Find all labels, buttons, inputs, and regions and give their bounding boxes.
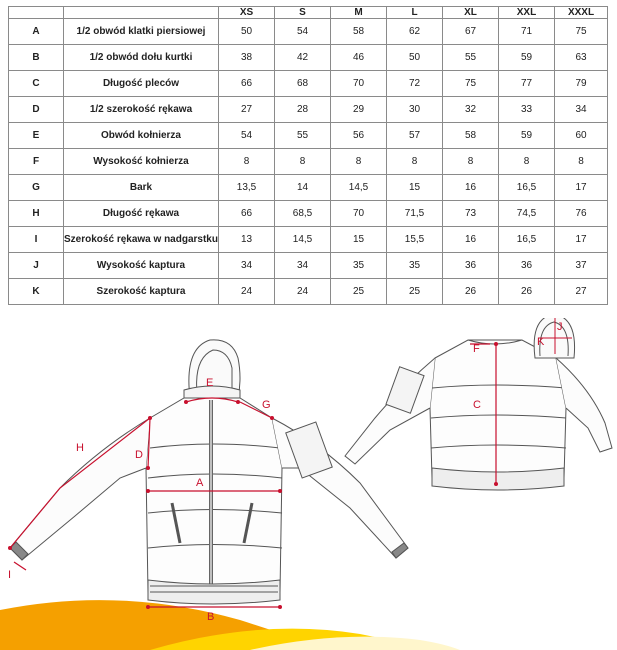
table-row [9, 279, 608, 305]
row-code: A [9, 19, 64, 45]
size-value-cell: 15 [331, 227, 387, 253]
label-g: G [262, 399, 271, 411]
table-row [9, 123, 608, 149]
size-value-cell: 79 [555, 71, 608, 97]
size-value-cell: 8 [219, 149, 275, 175]
size-value-cell: 70 [331, 201, 387, 227]
header-size-xxxl: XXXL [555, 7, 608, 19]
row-code: C [9, 71, 64, 97]
label-e: E [206, 377, 214, 389]
size-value-cell: 36 [499, 253, 555, 279]
size-value-cell: 16,5 [499, 227, 555, 253]
header-code [9, 7, 64, 19]
header-size-l: L [387, 7, 443, 19]
row-measurement-label: Bark [64, 175, 219, 201]
size-value-cell: 38 [219, 45, 275, 71]
size-value-cell: 62 [387, 19, 443, 45]
row-code: K [9, 279, 64, 305]
size-value-cell: 76 [555, 201, 608, 227]
size-value-cell: 72 [387, 71, 443, 97]
row-code: J [9, 253, 64, 279]
size-value-cell: 37 [555, 253, 608, 279]
size-value-cell: 24 [275, 279, 331, 305]
size-value-cell: 26 [499, 279, 555, 305]
header-size-xl: XL [443, 7, 499, 19]
row-code: E [9, 123, 64, 149]
size-value-cell: 35 [331, 253, 387, 279]
row-measurement-label: Szerokość rękawa w nadgarstku [64, 227, 219, 253]
size-value-cell: 27 [219, 97, 275, 123]
size-value-cell: 70 [331, 71, 387, 97]
table-row [9, 175, 608, 201]
size-value-cell: 74,5 [499, 201, 555, 227]
size-value-cell: 54 [275, 19, 331, 45]
table-row [9, 45, 608, 71]
row-code: G [9, 175, 64, 201]
size-table-body [9, 19, 608, 305]
header-size-xxl: XXL [499, 7, 555, 19]
row-code: I [9, 227, 64, 253]
size-value-cell: 50 [387, 45, 443, 71]
size-chart-table [8, 6, 608, 305]
size-value-cell: 25 [331, 279, 387, 305]
size-value-cell: 16,5 [499, 175, 555, 201]
size-value-cell: 66 [219, 201, 275, 227]
size-value-cell: 71 [499, 19, 555, 45]
label-h: H [76, 442, 84, 454]
table-row [9, 97, 608, 123]
size-value-cell: 8 [555, 149, 608, 175]
size-value-cell: 56 [331, 123, 387, 149]
size-value-cell: 77 [499, 71, 555, 97]
label-j: J [557, 321, 563, 333]
size-value-cell: 35 [387, 253, 443, 279]
row-measurement-label: Obwód kołnierza [64, 123, 219, 149]
size-value-cell: 30 [387, 97, 443, 123]
row-code: F [9, 149, 64, 175]
row-code: B [9, 45, 64, 71]
size-value-cell: 67 [443, 19, 499, 45]
size-value-cell: 34 [275, 253, 331, 279]
table-row [9, 71, 608, 97]
size-value-cell: 58 [443, 123, 499, 149]
row-code: D [9, 97, 64, 123]
size-value-cell: 8 [499, 149, 555, 175]
size-value-cell: 57 [387, 123, 443, 149]
table-row [9, 201, 608, 227]
label-d: D [135, 449, 143, 461]
size-value-cell: 36 [443, 253, 499, 279]
header-size-xs: XS [219, 7, 275, 19]
row-measurement-label: Wysokość kołnierza [64, 149, 219, 175]
back-jacket-drawing [345, 340, 612, 490]
size-value-cell: 16 [443, 227, 499, 253]
size-value-cell: 8 [443, 149, 499, 175]
size-value-cell: 55 [275, 123, 331, 149]
size-value-cell: 34 [219, 253, 275, 279]
size-value-cell: 46 [331, 45, 387, 71]
size-value-cell: 29 [331, 97, 387, 123]
row-measurement-label: 1/2 szerokość rękawa [64, 97, 219, 123]
size-header-row [9, 7, 608, 19]
size-value-cell: 59 [499, 123, 555, 149]
size-value-cell: 42 [275, 45, 331, 71]
table-row [9, 227, 608, 253]
header-measurement [64, 7, 219, 19]
table-row [9, 253, 608, 279]
size-value-cell: 27 [555, 279, 608, 305]
label-c: C [473, 399, 481, 411]
size-value-cell: 73 [443, 201, 499, 227]
row-measurement-label: Wysokość kaptura [64, 253, 219, 279]
size-value-cell: 66 [219, 71, 275, 97]
label-f: F [473, 343, 480, 355]
size-value-cell: 60 [555, 123, 608, 149]
row-code: H [9, 201, 64, 227]
label-i: I [8, 569, 12, 581]
jacket-illustration [0, 318, 617, 650]
size-value-cell: 71,5 [387, 201, 443, 227]
size-value-cell: 8 [275, 149, 331, 175]
size-value-cell: 55 [443, 45, 499, 71]
size-value-cell: 28 [275, 97, 331, 123]
header-size-s: S [275, 7, 331, 19]
size-value-cell: 24 [219, 279, 275, 305]
size-value-cell: 63 [555, 45, 608, 71]
size-value-cell: 33 [499, 97, 555, 123]
size-value-cell: 17 [555, 175, 608, 201]
size-value-cell: 59 [499, 45, 555, 71]
size-value-cell: 26 [443, 279, 499, 305]
size-value-cell: 17 [555, 227, 608, 253]
size-value-cell: 8 [387, 149, 443, 175]
size-value-cell: 25 [387, 279, 443, 305]
label-a: A [196, 477, 204, 489]
row-measurement-label: Długość rękawa [64, 201, 219, 227]
size-value-cell: 58 [331, 19, 387, 45]
jacket-diagram-svg [0, 318, 617, 650]
row-measurement-label: 1/2 obwód dołu kurtki [64, 45, 219, 71]
size-value-cell: 13,5 [219, 175, 275, 201]
table-row [9, 19, 608, 45]
size-value-cell: 14,5 [331, 175, 387, 201]
size-value-cell: 75 [443, 71, 499, 97]
label-k: K [537, 336, 545, 348]
label-b: B [207, 611, 215, 623]
size-value-cell: 15,5 [387, 227, 443, 253]
size-value-cell: 32 [443, 97, 499, 123]
size-value-cell: 13 [219, 227, 275, 253]
header-size-m: M [331, 7, 387, 19]
size-value-cell: 68 [275, 71, 331, 97]
size-value-cell: 68,5 [275, 201, 331, 227]
size-value-cell: 54 [219, 123, 275, 149]
size-value-cell: 34 [555, 97, 608, 123]
size-value-cell: 75 [555, 19, 608, 45]
size-value-cell: 14 [275, 175, 331, 201]
size-value-cell: 8 [331, 149, 387, 175]
row-measurement-label: Długość pleców [64, 71, 219, 97]
size-value-cell: 14,5 [275, 227, 331, 253]
row-measurement-label: 1/2 obwód klatki piersiowej [64, 19, 219, 45]
size-value-cell: 15 [387, 175, 443, 201]
table-row [9, 149, 608, 175]
row-measurement-label: Szerokość kaptura [64, 279, 219, 305]
size-value-cell: 16 [443, 175, 499, 201]
size-value-cell: 50 [219, 19, 275, 45]
